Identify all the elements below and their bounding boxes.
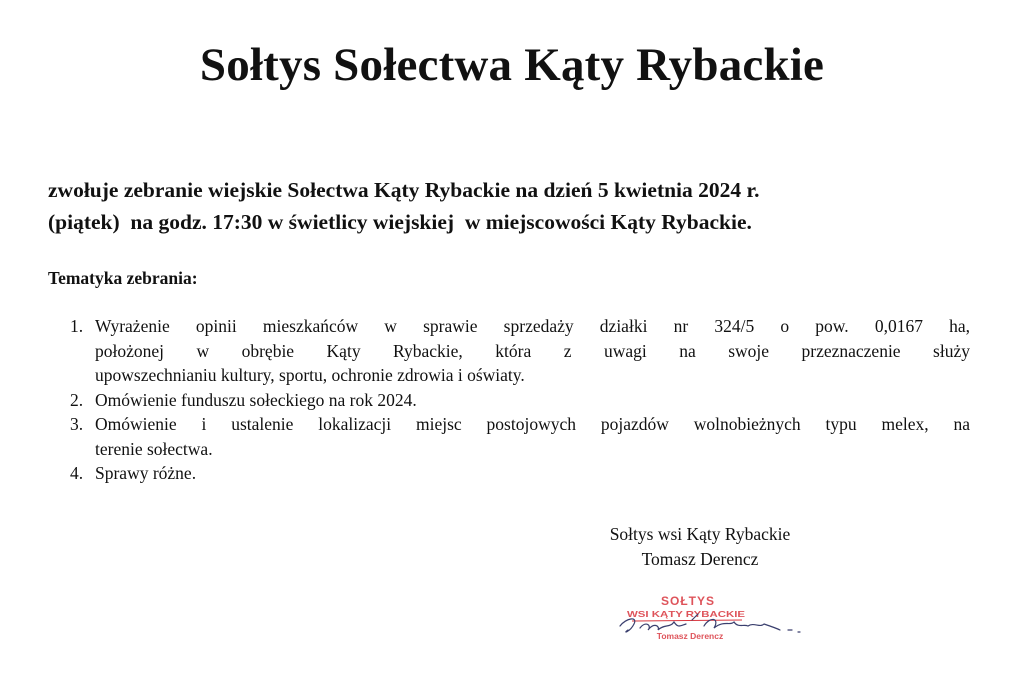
announcement-line: zwołuje zebranie wiejskie Sołectwa Kąty Rybackie na dzień 5 kwietnia 2024 r.	[48, 178, 760, 202]
signature-role: Sołtys wsi Kąty Rybackie	[609, 524, 791, 544]
agenda-item-line: Sprawy różne.	[95, 463, 197, 483]
agenda-item	[70, 412, 970, 461]
signature-name: Tomasz Derencz	[641, 549, 759, 569]
agenda-item-number: 4.	[70, 463, 84, 483]
svg-text:Tomasz Derencz: Tomasz Derencz	[656, 631, 724, 641]
agenda-list	[70, 314, 970, 486]
agenda-item-line: Omówienie funduszu sołeckiego na rok 2024.	[95, 389, 417, 410]
svg-text:WSI KĄTY RYBACKIE: WSI KĄTY RYBACKIE	[627, 609, 746, 619]
announcement-line: (piątek) na godz. 17:30 w świetlicy wiejskiej w miejscowości Kąty Rybackie.	[48, 210, 752, 234]
svg-text:SOŁTYS: SOŁTYS	[660, 594, 716, 608]
agenda-item-line: terenie sołectwa.	[95, 438, 213, 459]
document-title: Sołtys Sołectwa Kąty Rybackie	[199, 39, 825, 91]
meeting-announcement	[48, 174, 978, 238]
agenda-heading: Tematyka zebrania:	[48, 268, 198, 288]
signature-block	[560, 522, 840, 572]
agenda-item-number: 1.	[70, 316, 84, 336]
agenda-item	[70, 461, 970, 486]
stamp-signature-image	[608, 592, 818, 648]
agenda-item-line: upowszechnianiu kultury, sportu, ochronie zdrowia i oświaty.	[95, 365, 525, 385]
agenda-item-number: 3.	[70, 414, 84, 434]
agenda-item-line: Wyrażenie opinii mieszkańców w sprawie sprzedaży działki nr 324/5 o pow. 0,0167 ha,	[95, 316, 970, 336]
agenda-item	[70, 388, 970, 413]
agenda-item-line: położonej w obrębie Kąty Rybackie, która z uwagi na swoje przeznaczenie służy	[95, 340, 970, 361]
agenda-item-line: Omówienie i ustalenie lokalizacji miejsc postojowych pojazdów wolnobieżnych typu melex, na	[95, 414, 970, 434]
stamp-icon	[627, 594, 745, 641]
agenda-item	[70, 314, 970, 388]
agenda-item-number: 2.	[70, 389, 84, 410]
